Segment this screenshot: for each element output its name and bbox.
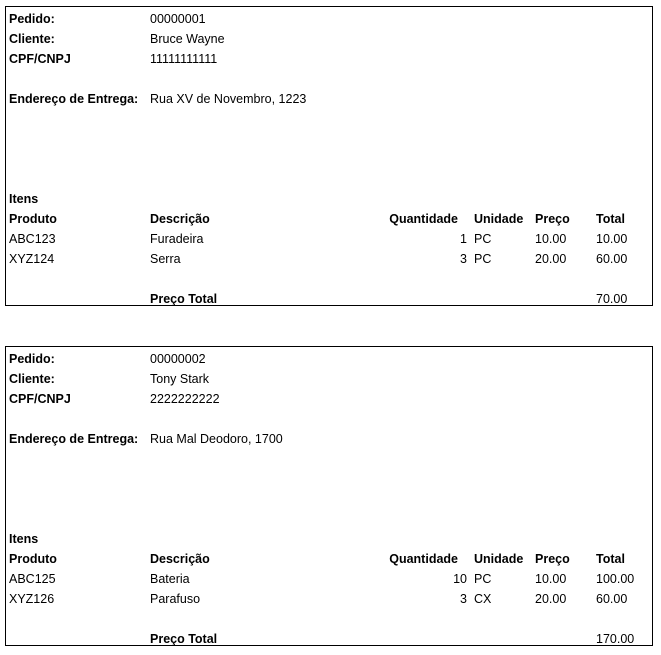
item-produto: XYZ124 <box>9 252 55 266</box>
item-total: 60.00 <box>596 252 628 266</box>
cliente-value: Bruce Wayne <box>150 32 225 46</box>
col-total-header: Total <box>596 212 625 226</box>
item-descricao: Furadeira <box>150 232 204 246</box>
item-descricao: Parafuso <box>150 592 201 606</box>
itens-heading: Itens <box>9 532 39 546</box>
item-produto: XYZ126 <box>9 592 55 606</box>
order-block-1 <box>5 6 653 306</box>
preco-total-label: Preço Total <box>150 632 218 646</box>
endereco-value: Rua XV de Novembro, 1223 <box>150 92 307 106</box>
col-produto-header: Produto <box>9 552 57 566</box>
item-unidade: PC <box>474 252 492 266</box>
col-quantidade-header: Quantidade <box>389 552 458 566</box>
item-descricao: Serra <box>150 252 181 266</box>
item-total: 60.00 <box>596 592 628 606</box>
cpf-value: 11111111111 <box>150 52 218 66</box>
item-unidade: PC <box>474 232 492 246</box>
col-unidade-header: Unidade <box>474 212 524 226</box>
col-quantidade-header: Quantidade <box>389 212 458 226</box>
item-unidade: PC <box>474 572 492 586</box>
cpf-value: 2222222222 <box>150 392 220 406</box>
item-quantidade: 3 <box>460 252 467 266</box>
item-total: 100.00 <box>596 572 635 586</box>
endereco-label: Endereço de Entrega: <box>9 92 139 106</box>
pedido-value: 00000001 <box>150 12 206 26</box>
col-preco-header: Preço <box>535 552 570 566</box>
cliente-label: Cliente: <box>9 32 55 46</box>
item-produto: ABC125 <box>9 572 56 586</box>
col-total-header: Total <box>596 552 625 566</box>
item-preco: 20.00 <box>535 252 567 266</box>
cliente-value: Tony Stark <box>150 372 210 386</box>
item-quantidade: 1 <box>460 232 467 246</box>
col-preco-header: Preço <box>535 212 570 226</box>
cpf-label: CPF/CNPJ <box>9 392 71 406</box>
item-total: 10.00 <box>596 232 628 246</box>
item-produto: ABC123 <box>9 232 56 246</box>
col-produto-header: Produto <box>9 212 57 226</box>
pedido-value: 00000002 <box>150 352 206 366</box>
item-preco: 20.00 <box>535 592 567 606</box>
itens-heading: Itens <box>9 192 39 206</box>
endereco-label: Endereço de Entrega: <box>9 432 139 446</box>
item-quantidade: 10 <box>453 572 467 586</box>
item-preco: 10.00 <box>535 572 567 586</box>
col-unidade-header: Unidade <box>474 552 524 566</box>
preco-total-value: 170.00 <box>596 632 635 646</box>
item-descricao: Bateria <box>150 572 190 586</box>
preco-total-label: Preço Total <box>150 292 218 306</box>
preco-total-value: 70.00 <box>596 292 628 306</box>
cpf-label: CPF/CNPJ <box>9 52 71 66</box>
endereco-value: Rua Mal Deodoro, 1700 <box>150 432 283 446</box>
item-unidade: CX <box>474 592 492 606</box>
pedido-label: Pedido: <box>9 352 55 366</box>
item-quantidade: 3 <box>460 592 467 606</box>
col-descricao-header: Descrição <box>150 552 210 566</box>
cliente-label: Cliente: <box>9 372 55 386</box>
pedido-label: Pedido: <box>9 12 55 26</box>
item-preco: 10.00 <box>535 232 567 246</box>
col-descricao-header: Descrição <box>150 212 210 226</box>
order-block-2 <box>5 346 653 646</box>
